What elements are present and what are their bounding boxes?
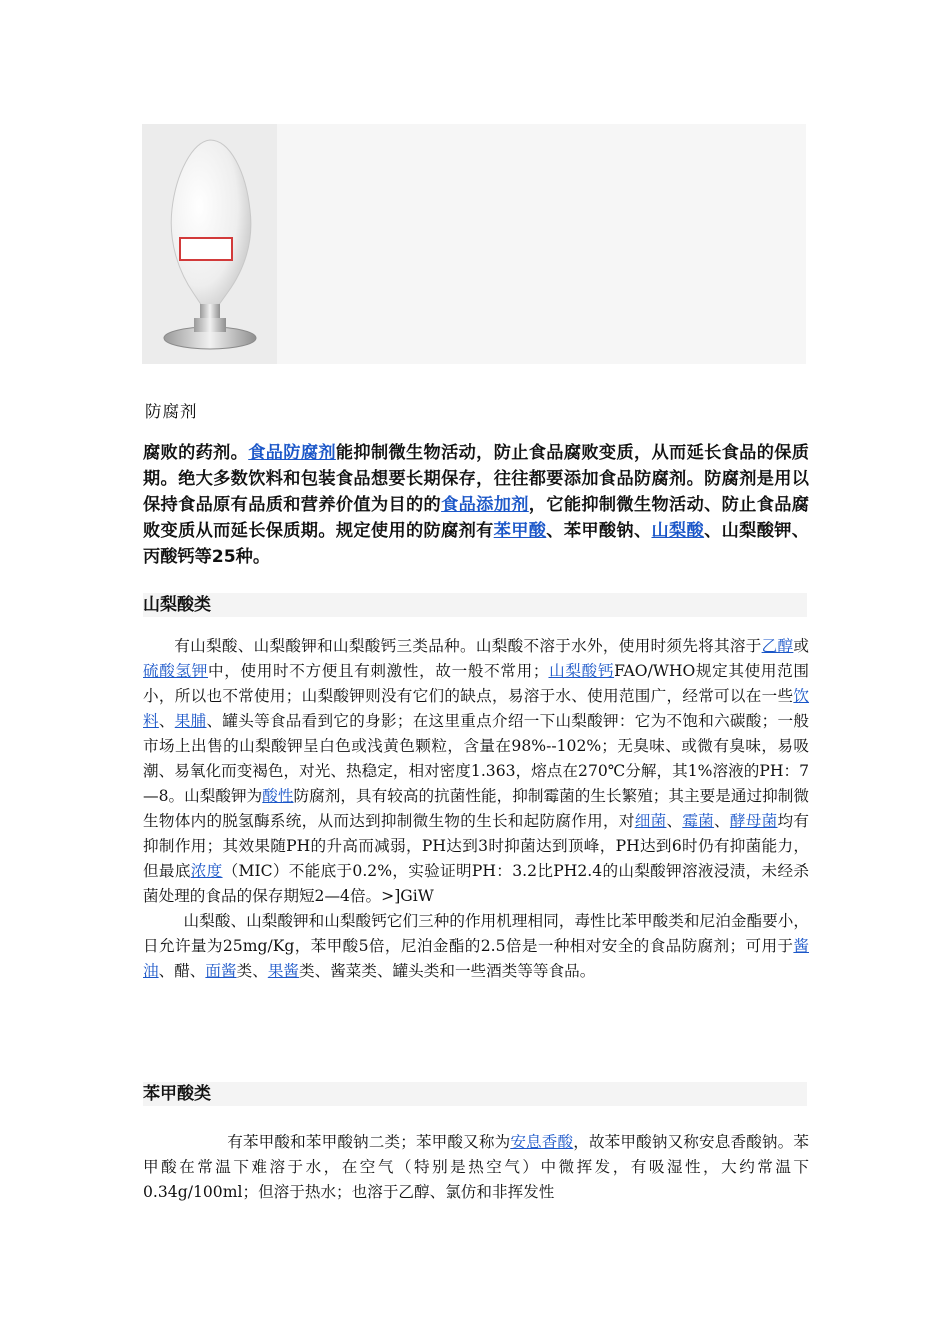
text-run: （MIC）不能底于0.2%，实验证明PH：3.2比PH2.4的山梨酸钾溶液浸渍，未经杀菌处理的食品的保存期短2—4倍。>]GiW	[143, 862, 809, 905]
text-run: 、	[714, 812, 730, 830]
text-run: 、醋、	[158, 962, 206, 980]
paragraph	[143, 1130, 809, 1205]
text-run: 类、酱菜类、罐头类和一些酒类等等食品。	[299, 962, 596, 980]
link[interactable]: 酵母菌	[729, 812, 778, 830]
link[interactable]: 安息香酸	[510, 1133, 574, 1151]
text-run: 防腐剂，具有较高的抗菌性能，抑制霉菌的生长繁殖；其主要是通过抑制微生物体内的脱氢酶系统，从而达到抑制微生物的生长和起防腐作用，对	[143, 787, 809, 830]
text-run: 、	[666, 812, 683, 830]
section-heading-benzoic: 苯甲酸类	[143, 1082, 807, 1106]
text-run: 、山梨酸钾、丙酸钙等25种。	[143, 521, 809, 567]
text-run: 、苯甲酸钠、	[546, 521, 652, 541]
text-run: 、罐头等食品看到它的身影；在这里重点介绍一下山梨酸钾：它为不饱和六碳酸；一般市场上出售的山梨酸钾呈白色或浅黄色颗粒，含量在98%--102%；无臭味、或微有臭味，易吸潮、易氧化而变褐色，对光、热稳定，相对密度1.363，熔点在270℃分解，其1%溶液的PH：7—8。山梨酸钾为	[143, 712, 809, 805]
link[interactable]: 乙醇	[761, 637, 794, 655]
text-run: FAO/WHO规定其使用范围小，所以也不常使用；山梨酸钾则没有它们的缺点，易溶于水、使用范围广，经常可以在一些	[143, 662, 809, 705]
intro-paragraph	[143, 440, 809, 570]
text-run: 中，使用时不方便且有刺激性，故一般不常用；	[207, 662, 549, 680]
text-run: 有苯甲酸和苯甲酸钠二类；苯甲酸又称为	[227, 1133, 511, 1151]
link[interactable]: 饮料	[143, 687, 809, 730]
text-run: ，它能抑制微生物活动、防止食品腐败变质从而延长保质期。规定使用的防腐剂有	[143, 495, 809, 541]
text-run: 或	[793, 637, 809, 655]
caption: 防腐剂	[145, 402, 198, 421]
link[interactable]: 霉菌	[682, 812, 715, 830]
text-run: 腐败的药剂。	[143, 443, 249, 463]
text-run: ，故苯甲酸钠又称安息香酸钠。苯甲酸在常温下难溶于水，在空气（特别是热空气）中微挥发，有吸湿性，大约常温下0.34g/100ml；但溶于热水；也溶于乙醇、氯仿和非挥发性	[143, 1133, 809, 1201]
link[interactable]: 果酱	[267, 962, 300, 980]
link[interactable]: 酱油	[143, 937, 809, 980]
link[interactable]: 硫酸氢钾	[143, 662, 208, 680]
link[interactable]: 山梨酸	[651, 521, 705, 541]
link[interactable]: 食品防腐剂	[248, 443, 336, 463]
text-run: 能抑制微生物活动，防止食品腐败变质，从而延长食品的保质期。绝大多数饮料和包装食品想要长期保存，往往都要添加食品防腐剂。防腐剂是用以保持食品原有品质和营养价值为目的的	[143, 443, 809, 515]
link[interactable]: 山梨酸钙	[548, 662, 615, 680]
section-body-sorbic	[143, 634, 809, 984]
link[interactable]: 苯甲酸	[493, 521, 547, 541]
text-run: 有山梨酸、山梨酸钾和山梨酸钙三类品种。山梨酸不溶于水外，使用时须先将其溶于	[174, 637, 762, 655]
product-photo	[142, 124, 277, 364]
text-run: 山梨酸、山梨酸钾和山梨酸钙它们三种的作用机理相同，毒性比苯甲酸类和尼泊金酯要小，日允许量为25mg/Kg，苯甲酸5倍，尼泊金酯的2.5倍是一种相对安全的食品防腐剂；可用于	[143, 912, 809, 955]
text-run: 均有抑制作用；其效果随PH的升高而减弱，PH达到3时抑菌达到顶峰，PH达到6时仍有抑菌能力，但最底	[143, 812, 809, 880]
section-heading-sorbic: 山梨酸类	[143, 593, 807, 617]
link[interactable]: 面酱	[205, 962, 237, 980]
text-run: 、	[158, 712, 175, 730]
link[interactable]: 食品添加剂	[441, 495, 529, 515]
link[interactable]: 浓度	[190, 862, 223, 880]
text-run: 类、	[236, 962, 268, 980]
paragraph	[143, 909, 809, 984]
paragraph	[143, 634, 809, 909]
link[interactable]: 酸性	[262, 787, 294, 805]
link[interactable]: 细菌	[634, 812, 667, 830]
section-body-benzoic	[143, 1130, 809, 1205]
link[interactable]: 果脯	[174, 712, 207, 730]
